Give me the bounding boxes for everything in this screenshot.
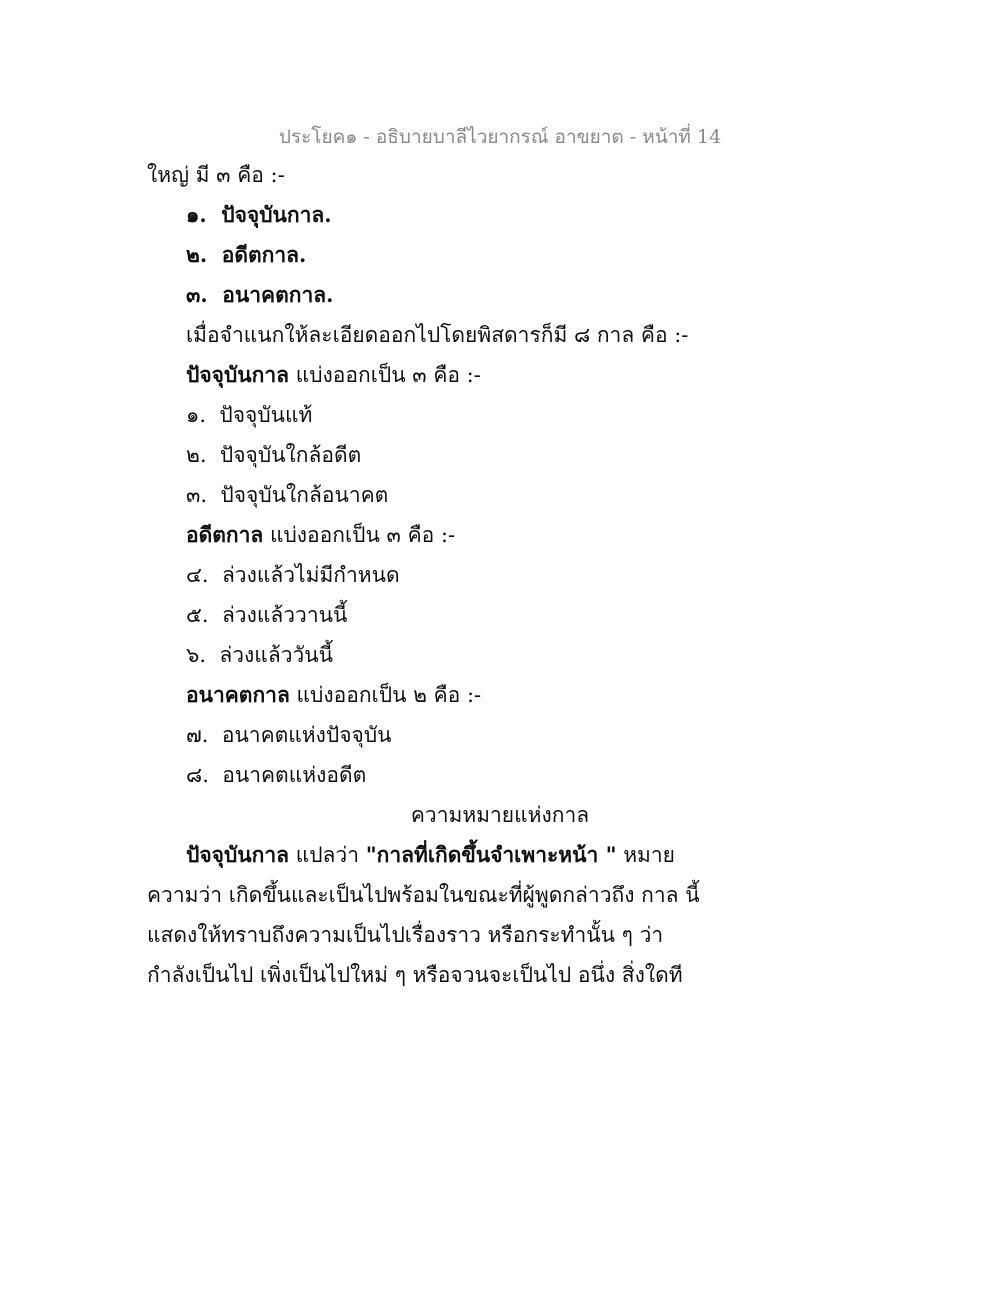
past-item-4 bbox=[186, 560, 400, 590]
past-heading bbox=[186, 520, 455, 550]
future-item-8 bbox=[186, 760, 366, 790]
intro-text: ใหญ่ มี ๓ คือ :- bbox=[147, 163, 285, 187]
past-rest: แบ่งออกเป็น ๓ คือ :- bbox=[263, 523, 456, 547]
page-header: ประโยค๑ - อธิบายบาลีไวยากรณ์ อาขยาต - หน้าที่ 14 bbox=[278, 126, 722, 148]
future-item-7 bbox=[186, 720, 392, 750]
past-item-6 bbox=[186, 640, 333, 670]
list-number: ๔. bbox=[186, 563, 209, 587]
paragraph-line-2: ความว่า เกิดขึ้นและเป็นไปพร้อมในขณะที่ผู้พูดกล่าวถึง กาล นี้ bbox=[147, 883, 700, 907]
list-text: อนาคตแห่งปัจจุบัน bbox=[221, 723, 392, 747]
list-number: ๕. bbox=[186, 603, 209, 627]
list-text: ปัจจุบันแท้ bbox=[219, 403, 313, 427]
paragraph-term: ปัจจุบันกาล bbox=[186, 842, 290, 867]
list-number: ๒. bbox=[186, 242, 208, 267]
future-head: อนาคตกาล bbox=[186, 682, 290, 707]
list-text: อดีตกาล. bbox=[221, 242, 307, 267]
section-title: ความหมายแห่งกาล bbox=[410, 803, 590, 827]
list-text: ปัจจุบันกาล. bbox=[221, 202, 332, 227]
main-time-1 bbox=[186, 200, 332, 230]
list-number: ๗. bbox=[186, 723, 209, 747]
list-text: อนาคตกาล. bbox=[222, 282, 334, 307]
paragraph-quote: "กาลที่เกิดขึ้นจำเพาะหน้า " bbox=[365, 842, 617, 867]
past-head: อดีตกาล bbox=[186, 522, 264, 547]
detail-intro: เมื่อจำแนกให้ละเอียดออกไปโดยพิสดารก็มี ๘ กาล คือ :- bbox=[186, 323, 689, 347]
list-text: ปัจจุบันใกล้อดีต bbox=[219, 443, 362, 467]
present-rest: แบ่งออกเป็น ๓ คือ :- bbox=[289, 363, 481, 387]
present-item-3 bbox=[186, 480, 388, 510]
list-number: ๓. bbox=[186, 282, 208, 307]
paragraph-mid: แปลว่า bbox=[289, 843, 366, 867]
present-head: ปัจจุบันกาล bbox=[186, 362, 290, 387]
list-number: ๘. bbox=[186, 763, 209, 787]
main-time-3 bbox=[186, 280, 333, 310]
paragraph-line-3: แสดงให้ทราบถึงความเป็นไปเรื่องราว หรือกระทำนั้น ๆ ว่า bbox=[147, 923, 664, 947]
present-item-1 bbox=[186, 400, 312, 430]
list-text: ปัจจุบันใกล้อนาคต bbox=[220, 483, 389, 507]
paragraph-end: หมาย bbox=[616, 843, 675, 867]
main-time-2 bbox=[186, 240, 306, 270]
list-number: ๓. bbox=[186, 483, 208, 507]
past-item-5 bbox=[186, 600, 347, 630]
list-text: ล่วงแล้วไม่มีกำหนด bbox=[221, 563, 400, 587]
list-text: อนาคตแห่งอดีต bbox=[222, 763, 367, 787]
list-number: ๒. bbox=[186, 443, 207, 467]
future-heading bbox=[186, 680, 481, 710]
list-number: ๑. bbox=[186, 202, 207, 227]
paragraph-line-1 bbox=[186, 840, 675, 870]
list-number: ๑. bbox=[186, 403, 207, 427]
paragraph-line-4: กำลังเป็นไป เพิ่งเป็นไปใหม่ ๆ หรือจวนจะเป็นไป อนึ่ง สิ่งใดที bbox=[147, 963, 683, 987]
present-item-2 bbox=[186, 440, 361, 470]
future-rest: แบ่งออกเป็น ๒ คือ :- bbox=[289, 683, 482, 707]
present-heading bbox=[186, 360, 481, 390]
list-number: ๖. bbox=[186, 643, 207, 667]
list-text: ล่วงแล้ววานนี้ bbox=[221, 603, 348, 627]
list-text: ล่วงแล้ววันนี้ bbox=[219, 643, 333, 667]
